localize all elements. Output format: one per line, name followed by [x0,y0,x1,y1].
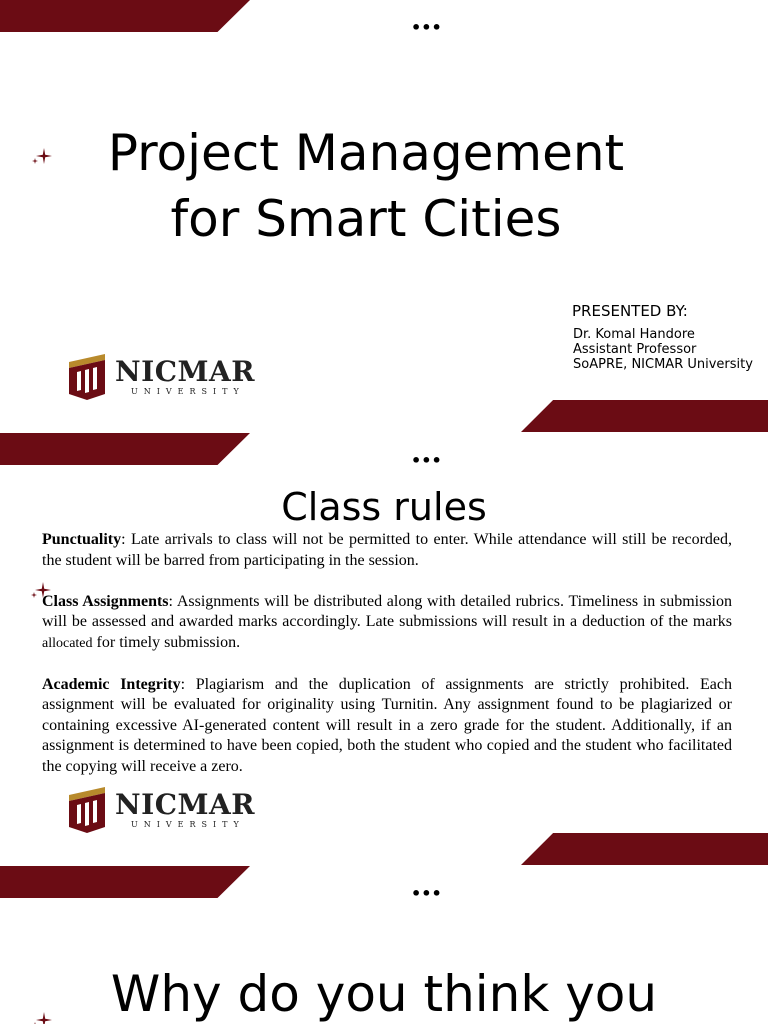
rule-text-small: allocated [42,635,93,651]
presentation-title [60,120,672,252]
rule-term: Punctuality [42,531,122,548]
rule-text: : Late arrivals to class will not be permitted to enter. While attendance will still be recorded, the student will be barred from participating in the session. [42,531,732,569]
logo-subtitle: UNIVERSITY [131,820,245,829]
rule-term: Academic Integrity [42,675,181,693]
logo-subtitle: UNIVERSITY [131,387,245,396]
more-options-icon[interactable]: ••• [411,18,442,37]
slide-title: Why do you think you [110,965,658,1023]
nicmar-logo [69,354,269,402]
presenter-info [573,327,753,372]
nicmar-emblem-icon [69,354,105,400]
slide-1 [0,0,768,432]
title-line-2: for Smart Cities [170,190,562,248]
rule-text: : Assignments will be distributed along with detailed rubrics. Timeliness in submission will be assessed and awarded marks accordingly. Late submissions will result in a deduction of the marks [42,592,732,630]
rule-text-end: for timely submission. [92,633,241,651]
top-left-band [0,433,250,465]
rule-term: Class Assignments [42,592,169,610]
slide-title: Class rules [281,485,487,529]
slide-3 [0,866,768,1024]
rules-list [42,530,732,798]
presenter-affiliation: SoAPRE, NICMAR University [573,357,753,372]
bottom-right-band [521,400,768,432]
nicmar-emblem-icon [69,787,105,833]
presenter-role: Assistant Professor [573,342,697,357]
nicmar-logo [69,787,269,835]
bottom-right-band [521,833,768,865]
rule-punctuality [42,530,732,571]
rule-class-assignments [42,592,732,655]
rule-academic-integrity [42,675,732,778]
rule-text: : Plagiarism and the duplication of assignments are strictly prohibited. Each assignment will be evaluated for originality using Turnitin. Any assignment found to be plagiarized or containing excessive AI-generated content will result in a zero grade for the student. Additionally, if an assignment is determined to have been copied, both the student who copied and the student who facilitated the copying will receive a zero. [42,675,732,775]
top-left-band [0,0,250,32]
top-left-band [0,866,250,898]
presented-by-label: PRESENTED BY: [572,302,688,320]
slide-2 [0,433,768,865]
sparkle-icon [30,144,54,168]
title-line-1: Project Management [107,124,625,182]
more-options-icon[interactable]: ••• [411,451,442,470]
logo-name: NICMAR [115,788,255,821]
more-options-icon[interactable]: ••• [411,884,442,903]
presenter-name: Dr. Komal Handore [573,327,695,342]
logo-name: NICMAR [115,355,255,388]
